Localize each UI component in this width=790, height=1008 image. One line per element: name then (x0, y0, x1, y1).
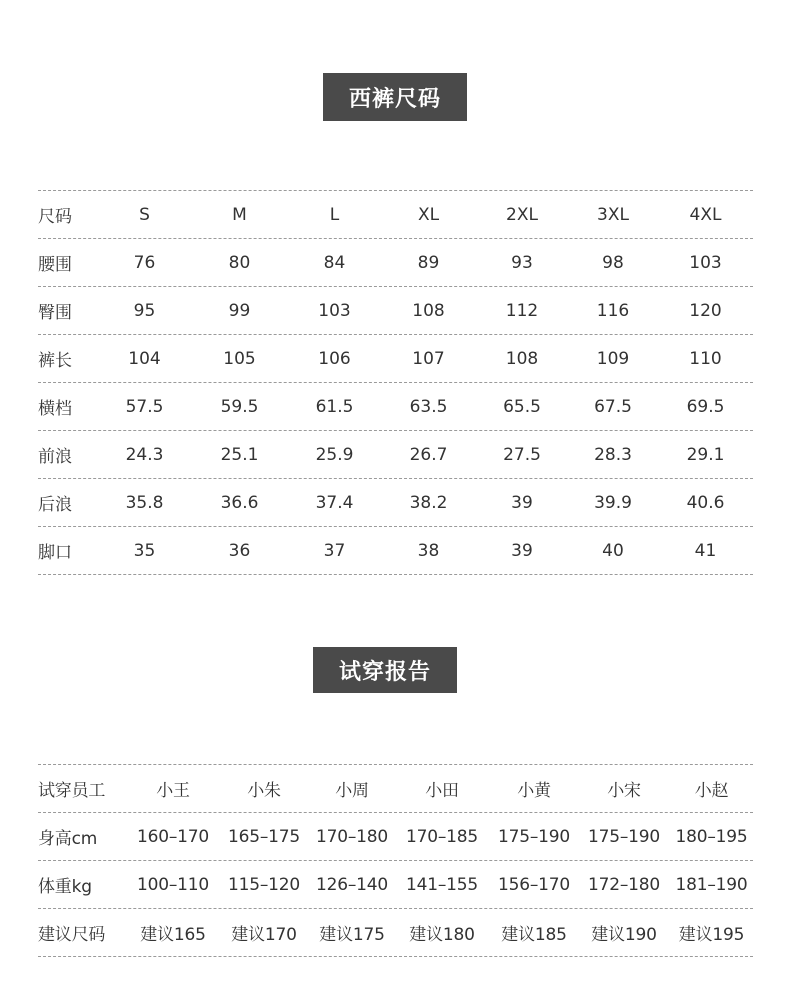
trial-report-column-header: 小宋 (607, 781, 641, 801)
size-chart-cell: 67.5 (594, 396, 632, 417)
trial-report-cell: 170–180 (316, 826, 388, 847)
size-chart-cell: 120 (689, 300, 722, 321)
size-chart-cell: 103 (318, 300, 351, 321)
trial-report-header-label: 试穿员工 (38, 781, 106, 801)
size-chart-cell: 39 (511, 540, 533, 561)
trial-report-cell: 建议195 (678, 925, 745, 945)
size-chart-row (38, 238, 753, 286)
size-chart-cell: 39.9 (594, 492, 632, 513)
size-chart-column-header: S (139, 204, 150, 225)
size-chart-cell: 69.5 (686, 396, 725, 417)
trial-report-cell: 175–190 (498, 826, 570, 847)
size-chart-cell: 89 (417, 252, 440, 273)
size-chart-cell: 109 (596, 348, 630, 369)
size-chart-column-header: 4XL (689, 204, 722, 225)
trial-report-cell: 115–120 (228, 874, 300, 895)
trial-report-cell: 126–140 (316, 874, 388, 895)
size-chart-cell: 24.3 (125, 444, 164, 465)
trial-report-column-header: 小朱 (247, 781, 281, 801)
trial-report-column-header: 小王 (156, 781, 190, 801)
size-chart-column-header: 2XL (506, 204, 538, 225)
trial-report-table (38, 764, 753, 957)
size-chart-cell: 108 (412, 300, 445, 321)
trial-report-cell: 180–195 (675, 826, 748, 847)
size-chart-cell: 107 (412, 348, 445, 369)
size-chart-cell: 35 (133, 540, 156, 561)
size-chart-cell: 29.1 (686, 444, 725, 465)
size-chart-cell: 84 (323, 252, 346, 273)
size-chart-cell: 57.5 (125, 396, 164, 417)
size-chart-cell: 106 (318, 348, 351, 369)
size-chart-cell: 104 (128, 348, 161, 369)
trial-report-column-header: 小周 (335, 781, 369, 801)
size-chart-cell: 38 (417, 540, 440, 561)
size-chart-cell: 93 (511, 252, 533, 273)
size-chart-title: 西裤尺码 (323, 73, 467, 121)
trial-report-row-label: 身高cm (38, 829, 98, 849)
size-chart-cell: 112 (505, 300, 539, 321)
size-chart-column-header: XL (417, 204, 440, 225)
size-chart-cell: 25.1 (220, 444, 259, 465)
trial-report-cell: 建议165 (140, 925, 206, 945)
trial-report-cell: 建议185 (501, 925, 567, 945)
size-chart-cell: 98 (602, 252, 624, 273)
trial-report-column-header: 小赵 (694, 781, 729, 801)
trial-report-header-row (38, 764, 753, 812)
size-chart-cell: 105 (223, 348, 256, 369)
size-chart-cell: 39 (511, 492, 533, 513)
trial-report-cell: 172–180 (588, 874, 660, 895)
size-chart-cell: 36.6 (220, 492, 259, 513)
trial-report-row (38, 908, 753, 957)
size-chart-column-header: L (329, 204, 340, 225)
trial-report-cell: 181–190 (675, 874, 748, 895)
size-chart-cell: 40 (602, 540, 624, 561)
size-chart-cell: 61.5 (315, 396, 354, 417)
size-chart-row (38, 286, 753, 334)
size-chart-cell: 95 (133, 300, 156, 321)
size-chart-row-label: 前浪 (38, 447, 72, 467)
size-chart-cell: 41 (694, 540, 717, 561)
trial-report-cell: 156–170 (498, 874, 570, 895)
trial-report-row-label: 建议尺码 (38, 925, 106, 945)
trial-report-row (38, 860, 753, 908)
trial-report-title: 试穿报告 (313, 647, 457, 693)
size-chart-row-label: 腰围 (38, 255, 72, 275)
size-chart-cell: 116 (596, 300, 630, 321)
size-chart-cell: 28.3 (594, 444, 632, 465)
trial-report-row (38, 812, 753, 860)
size-chart-row-label: 横档 (38, 399, 72, 419)
size-chart-header-row (38, 190, 753, 238)
size-chart-cell: 35.8 (125, 492, 164, 513)
size-chart-cell: 37 (323, 540, 346, 561)
trial-report-cell: 160–170 (137, 826, 209, 847)
size-chart-cell: 76 (133, 252, 156, 273)
size-chart-cell: 37.4 (315, 492, 354, 513)
trial-report-cell: 建议175 (319, 925, 385, 945)
trial-report-cell: 175–190 (588, 826, 660, 847)
trial-report-column-header: 小黄 (517, 781, 551, 801)
size-chart-row (38, 526, 753, 575)
size-chart-row (38, 478, 753, 526)
size-chart-cell: 59.5 (220, 396, 259, 417)
size-chart-cell: 99 (228, 300, 251, 321)
size-chart-cell: 38.2 (409, 492, 448, 513)
size-chart-cell: 103 (689, 252, 722, 273)
size-chart-cell: 36 (228, 540, 251, 561)
size-chart-cell: 80 (228, 252, 251, 273)
trial-report-cell: 建议170 (231, 925, 297, 945)
size-chart-row-label: 臀围 (38, 303, 72, 323)
size-chart-cell: 65.5 (503, 396, 541, 417)
size-chart-row (38, 382, 753, 430)
trial-report-cell: 100–110 (137, 874, 209, 895)
size-chart-column-header: M (232, 204, 247, 225)
trial-report-cell: 165–175 (228, 826, 300, 847)
size-chart-row-label: 裤长 (38, 351, 72, 371)
size-chart-column-header: 3XL (597, 204, 629, 225)
size-chart-header-label: 尺码 (38, 207, 72, 227)
size-chart-table (38, 190, 753, 575)
trial-report-cell: 141–155 (406, 874, 478, 895)
size-chart-row-label: 脚口 (38, 543, 72, 563)
size-chart-row (38, 430, 753, 478)
trial-report-cell: 建议190 (591, 925, 657, 945)
size-chart-cell: 110 (689, 348, 722, 369)
trial-report-column-header: 小田 (425, 781, 459, 801)
size-chart-row-label: 后浪 (38, 495, 72, 515)
size-chart-cell: 27.5 (503, 444, 541, 465)
size-chart-cell: 26.7 (409, 444, 448, 465)
size-chart-cell: 108 (505, 348, 539, 369)
size-chart-cell: 25.9 (315, 444, 354, 465)
size-chart-row (38, 334, 753, 382)
size-chart-cell: 63.5 (409, 396, 448, 417)
size-chart-cell: 40.6 (686, 492, 725, 513)
trial-report-cell: 建议180 (409, 925, 475, 945)
trial-report-cell: 170–185 (406, 826, 478, 847)
trial-report-row-label: 体重kg (38, 877, 92, 897)
